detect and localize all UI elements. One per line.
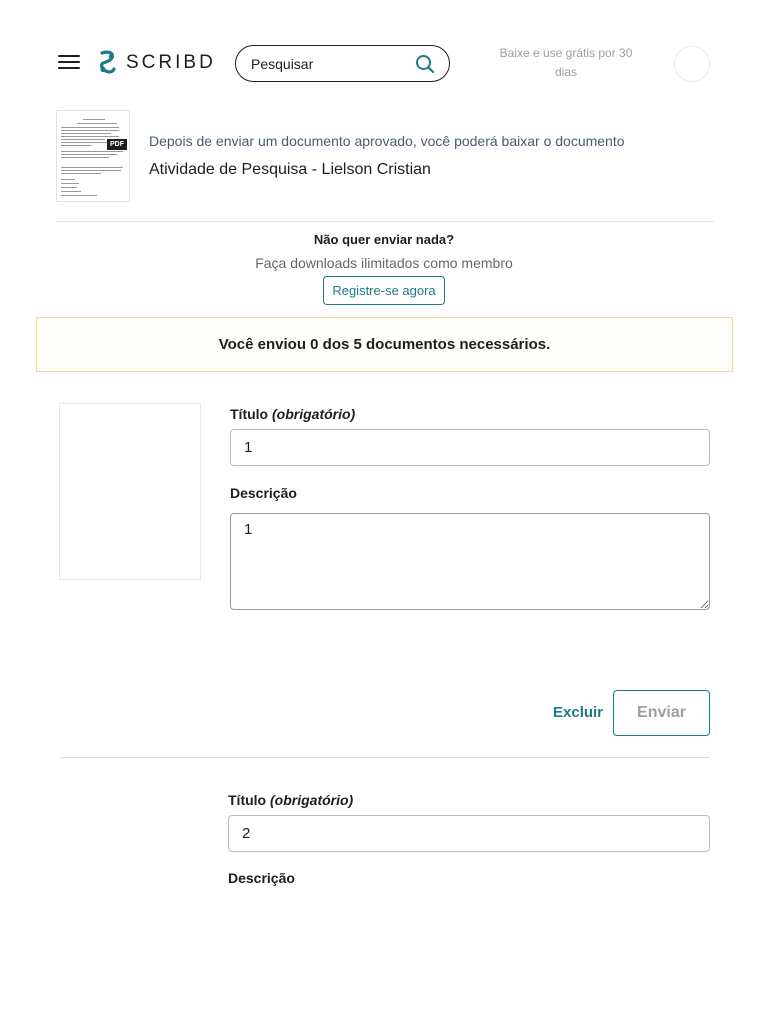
title-input[interactable]: [228, 815, 710, 852]
free-trial-link[interactable]: Baixe e use grátis por 30 dias: [499, 46, 633, 79]
search-bar[interactable]: [235, 45, 450, 82]
promo-heading: Não quer enviar nada?: [313, 232, 455, 247]
upload-preview: [59, 403, 201, 580]
description-textarea[interactable]: [230, 513, 710, 610]
user-avatar[interactable]: [674, 46, 710, 82]
register-button[interactable]: Registre-se agora: [323, 276, 444, 305]
scribd-logo-icon: [96, 50, 118, 76]
download-document-block: [56, 110, 714, 222]
required-hint: (obrigatório): [270, 792, 354, 808]
scribd-logo[interactable]: [96, 49, 216, 77]
submit-button[interactable]: Enviar: [613, 690, 710, 736]
top-header: [0, 0, 768, 110]
hamburger-menu-icon[interactable]: [58, 55, 80, 71]
title-input[interactable]: [230, 429, 710, 466]
download-notice: Depois de enviar um documento aprovado, você poderá baixar o documento: [149, 133, 625, 149]
document-thumbnail[interactable]: [56, 110, 130, 202]
title-label: Título (obrigatório): [228, 792, 354, 808]
search-input[interactable]: [251, 54, 401, 74]
description-label: Descrição: [230, 485, 297, 501]
pdf-badge: PDF: [107, 139, 127, 150]
upload-progress-banner: Você enviou 0 dos 5 documentos necessários.: [36, 317, 733, 372]
required-hint: (obrigatório): [272, 406, 356, 422]
delete-button[interactable]: Excluir: [553, 704, 604, 721]
search-icon[interactable]: [415, 54, 435, 74]
logo-wordmark: SCRIBD: [126, 52, 216, 73]
preview-placeholder: [60, 404, 108, 439]
promo-subtext: Faça downloads ilimitados como membro: [255, 255, 513, 271]
description-label: Descrição: [228, 870, 295, 886]
document-title[interactable]: Atividade de Pesquisa - Lielson Cristian: [149, 161, 431, 178]
item-divider: [60, 757, 710, 758]
membership-promo: [0, 232, 768, 305]
title-label: Título (obrigatório): [230, 406, 356, 422]
